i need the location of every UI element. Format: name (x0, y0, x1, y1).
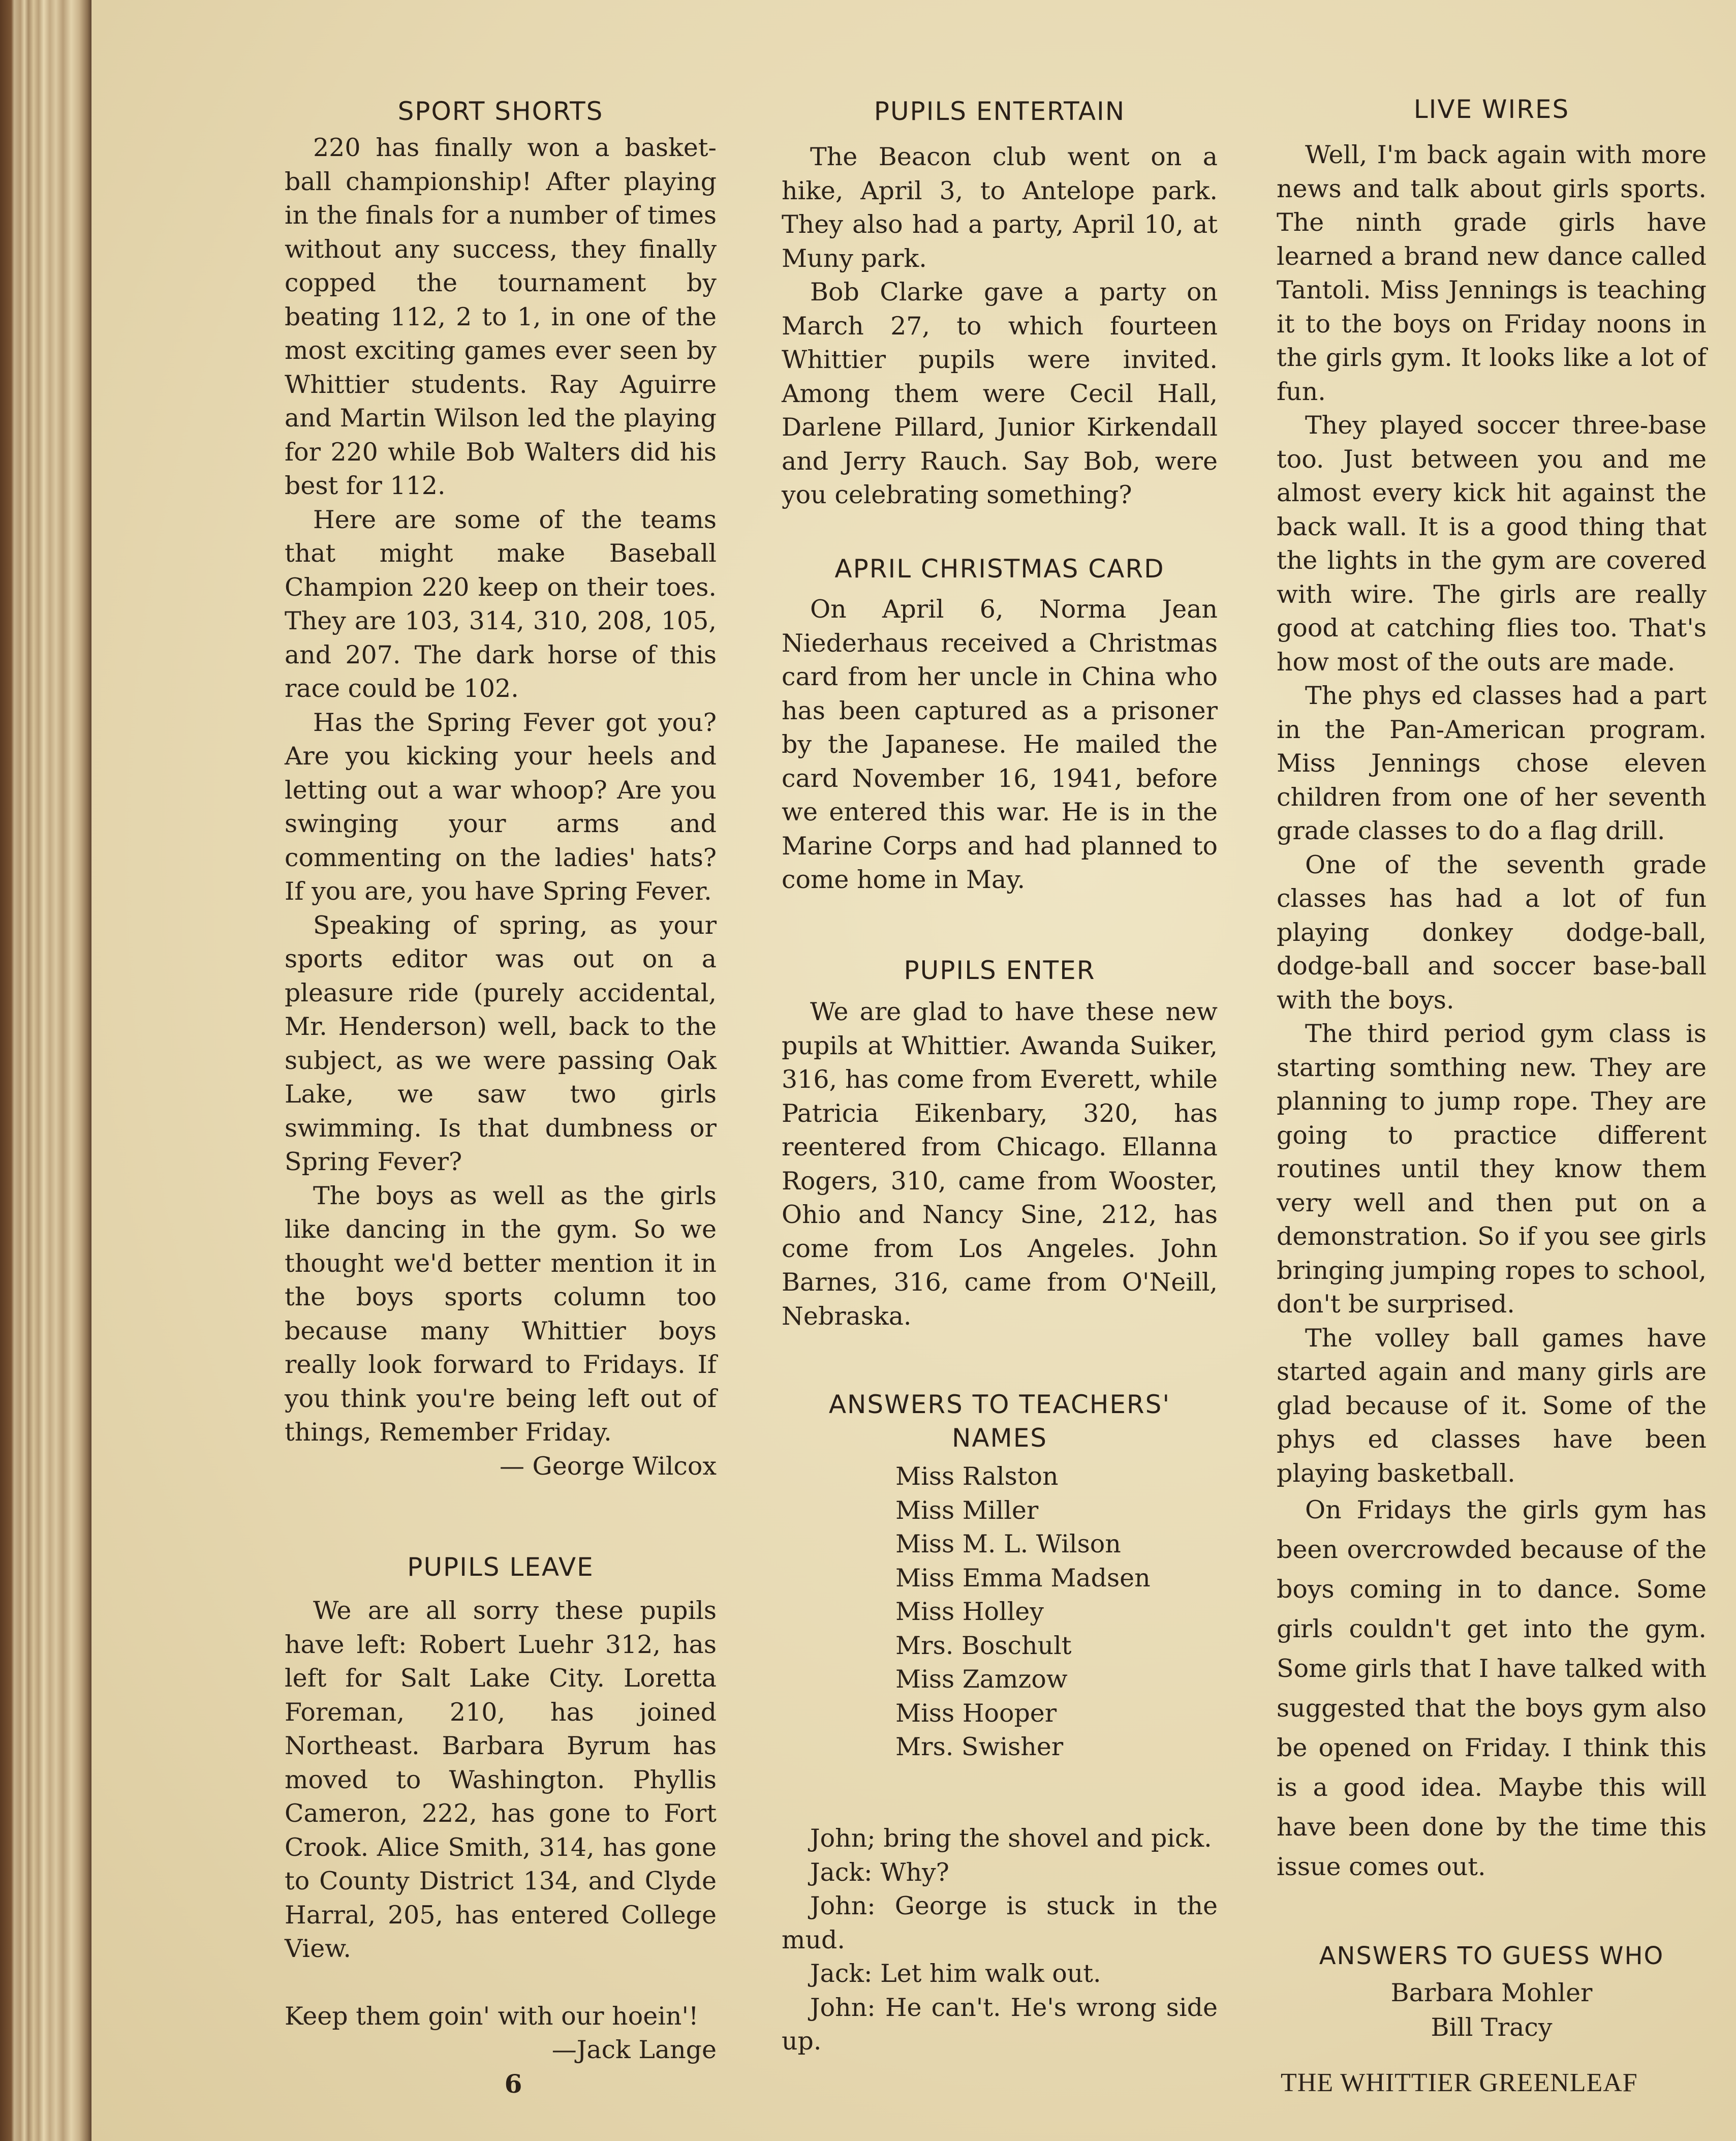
teacher-name: Miss Hooper (895, 1698, 1057, 1728)
teacher-name: Miss Ralston (895, 1462, 1059, 1491)
april-christmas-card-paragraph: On April 6, Norma Jean Niederhaus received a Christmas card from her uncle in China who has been captured as a prisoner by the Japanese. He mailed the card November 16, 1941, before we entered this war. He is in the Marine Corps and had planned to come home in May. (782, 595, 1218, 894)
sport-shorts-signature: — George Wilcox (499, 1451, 717, 1481)
pupils-leave-paragraph: We are all sorry these pupils have left: Robert Luehr 312, has left for Salt Lake City. Loretta Foreman, 210, has joined Northeast. Barbara Byrum has moved to Washington. Phyllis Cameron, 222, has gone to Fort Crook. Alice Smith, 314, has gone to County District 134, and Clyde Harral, 205, has entered College View. (285, 1596, 717, 1963)
book-binding-edges (0, 0, 91, 2141)
live-wires-title: LIVE WIRES (1413, 95, 1570, 124)
guess-who-name: Barbara Mohler (1390, 1978, 1593, 2007)
page-number: 6 (504, 2069, 522, 2099)
pupils-enter-title: PUPILS ENTER (904, 956, 1096, 985)
live-wires-paragraph: The volley ball games have started again and many girls are glad because of it. Some of the phys ed classes have been playing basketball. (1277, 1323, 1707, 1488)
pupils-leave-signature: —Jack Lange (551, 2035, 717, 2064)
answers-teachers-title: ANSWERS TO TEACHERS' NAMES (828, 1390, 1171, 1453)
teacher-name: Mrs. Swisher (895, 1732, 1064, 1761)
teacher-name: Miss M. L. Wilson (895, 1530, 1121, 1558)
teacher-name: Miss Miller (895, 1495, 1039, 1525)
pupils-leave-article (285, 1550, 717, 2067)
pupils-entertain-title: PUPILS ENTERTAIN (874, 97, 1126, 126)
sport-shorts-article (285, 131, 717, 1483)
joke-line: Jack: Why? (810, 1857, 949, 1887)
april-christmas-card-article (782, 552, 1218, 897)
live-wires-paragraph: On Fridays the girls gym has been overcrowded because of the boys coming in to dance. Some girls couldn't get into the gym. Some girls that I have talked with suggested that the boys gym also be opened on Friday. I think this is a good idea. Maybe this will have been done by the time this issue comes out. (1277, 1495, 1707, 1881)
sport-shorts-paragraph: 220 has finally won a basket-ball championship! After playing in the finals for a number of times without any success, they finally copped the tournament by beating 112, 2 to 1, in one of the most exciting games ever seen by Whittier students. Ray Aguirre and Martin Wilson led the playing for 220 while Bob Walters did his best for 112. (285, 133, 717, 500)
newsletter-footer-title: THE WHITTIER GREENLEAF (1281, 2068, 1638, 2097)
pupils-entertain-article (782, 140, 1218, 512)
joke-line: Jack: Let him walk out. (810, 1959, 1101, 1988)
joke-article (782, 1822, 1218, 2059)
pupils-entertain-paragraph: Bob Clarke gave a party on March 27, to which fourteen Whittier pupils were invited. Among them were Cecil Hall, Darlene Pillard, Junior Kirkendall and Jerry Rauch. Say Bob, were you celebrating something? (782, 278, 1218, 509)
pupils-entertain-paragraph: The Beacon club went on a hike, April 3, to Antelope park. They also had a party, April 10, at Muny park. (782, 142, 1218, 273)
sport-shorts-paragraph: Speaking of spring, as your sports editor was out on a pleasure ride (purely accidental, Mr. Henderson) well, back to the subject, as we were passing Oak Lake, we saw two girls swimming. Is that dumbness or Spring Fever? (285, 910, 717, 1176)
joke-line: John: He can't. He's wrong side up. (782, 1993, 1218, 2056)
sport-shorts-paragraph: Has the Spring Fever got you? Are you kicking your heels and letting out a war whoop? Are you swinging your arms and commenting on the ladies' hats? If you are, you have Spring Fever. (285, 708, 717, 906)
teacher-name: Miss Holley (895, 1597, 1044, 1626)
live-wires-paragraph: They played soccer three-base too. Just between you and me almost every kick hit against the back wall. It is a good thing that the lights in the gym are covered with wire. The girls are really good at catching flies too. That's how most of the outs are made. (1277, 411, 1707, 677)
live-wires-paragraph: One of the seventh grade classes has had a lot of fun playing donkey dodge-ball, dodge-ball and soccer base-ball with the boys. (1277, 850, 1707, 1015)
live-wires-paragraph: Well, I'm back again with more news and talk about girls sports. The ninth grade girls have learned a brand new dance called Tantoli. Miss Jennings is teaching it to the boys on Friday noons in the girls gym. It looks like a lot of fun. (1277, 140, 1707, 406)
guess-who-article (1277, 1939, 1707, 2045)
sport-shorts-paragraph: The boys as well as the girls like dancing in the gym. So we thought we'd better mention it in the boys sports column too because many Whittier boys really look forward to Fridays. If you think you're being left out of things, Remember Friday. (285, 1181, 717, 1447)
live-wires-paragraph: The third period gym class is starting somthing new. They are planning to jump rope. They are going to practice different routines until they know them very well and then put on a demonstration. So if you see girls bringing jumping ropes to school, don't be surprised. (1277, 1019, 1707, 1319)
sport-shorts-title: SPORT SHORTS (397, 97, 604, 126)
pupils-leave-closing: Keep them goin' with our hoein'! (285, 2001, 699, 2031)
pupils-leave-title: PUPILS LEAVE (407, 1552, 594, 1582)
teacher-names-list (782, 1460, 1218, 1764)
sport-shorts-paragraph: Here are some of the teams that might make Baseball Champion 220 keep on their toes. They are 103, 314, 310, 208, 105, and 207. The dark horse of this race could be 102. (285, 505, 717, 703)
april-christmas-card-title: APRIL CHRISTMAS CARD (834, 554, 1165, 584)
teacher-name: Miss Emma Madsen (895, 1563, 1151, 1593)
joke-line: John; bring the shovel and pick. (810, 1824, 1212, 1853)
guess-who-title: ANSWERS TO GUESS WHO (1319, 1942, 1664, 1970)
guess-who-name: Bill Tracy (1431, 2013, 1553, 2042)
joke-line: John: George is stuck in the mud. (782, 1891, 1218, 1954)
pupils-enter-article (782, 954, 1218, 1333)
live-wires-article (1277, 138, 1707, 1887)
answers-teachers-article (782, 1388, 1218, 1764)
live-wires-paragraph: The phys ed classes had a part in the Pan-American program. Miss Jennings chose eleven children from one of her seventh grade classes to do a flag drill. (1277, 681, 1707, 845)
pupils-enter-paragraph: We are glad to have these new pupils at Whittier. Awanda Suiker, 316, has come from Everett, while Patricia Eikenbary, 320, has reentered from Chicago. Ellanna Rogers, 310, came from Wooster, Ohio and Nancy Sine, 212, has come from Los Angeles. John Barnes, 316, came from O'Neill, Nebraska. (782, 997, 1218, 1331)
teacher-name: Mrs. Boschult (895, 1631, 1072, 1660)
teacher-name: Miss Zamzow (895, 1665, 1068, 1694)
